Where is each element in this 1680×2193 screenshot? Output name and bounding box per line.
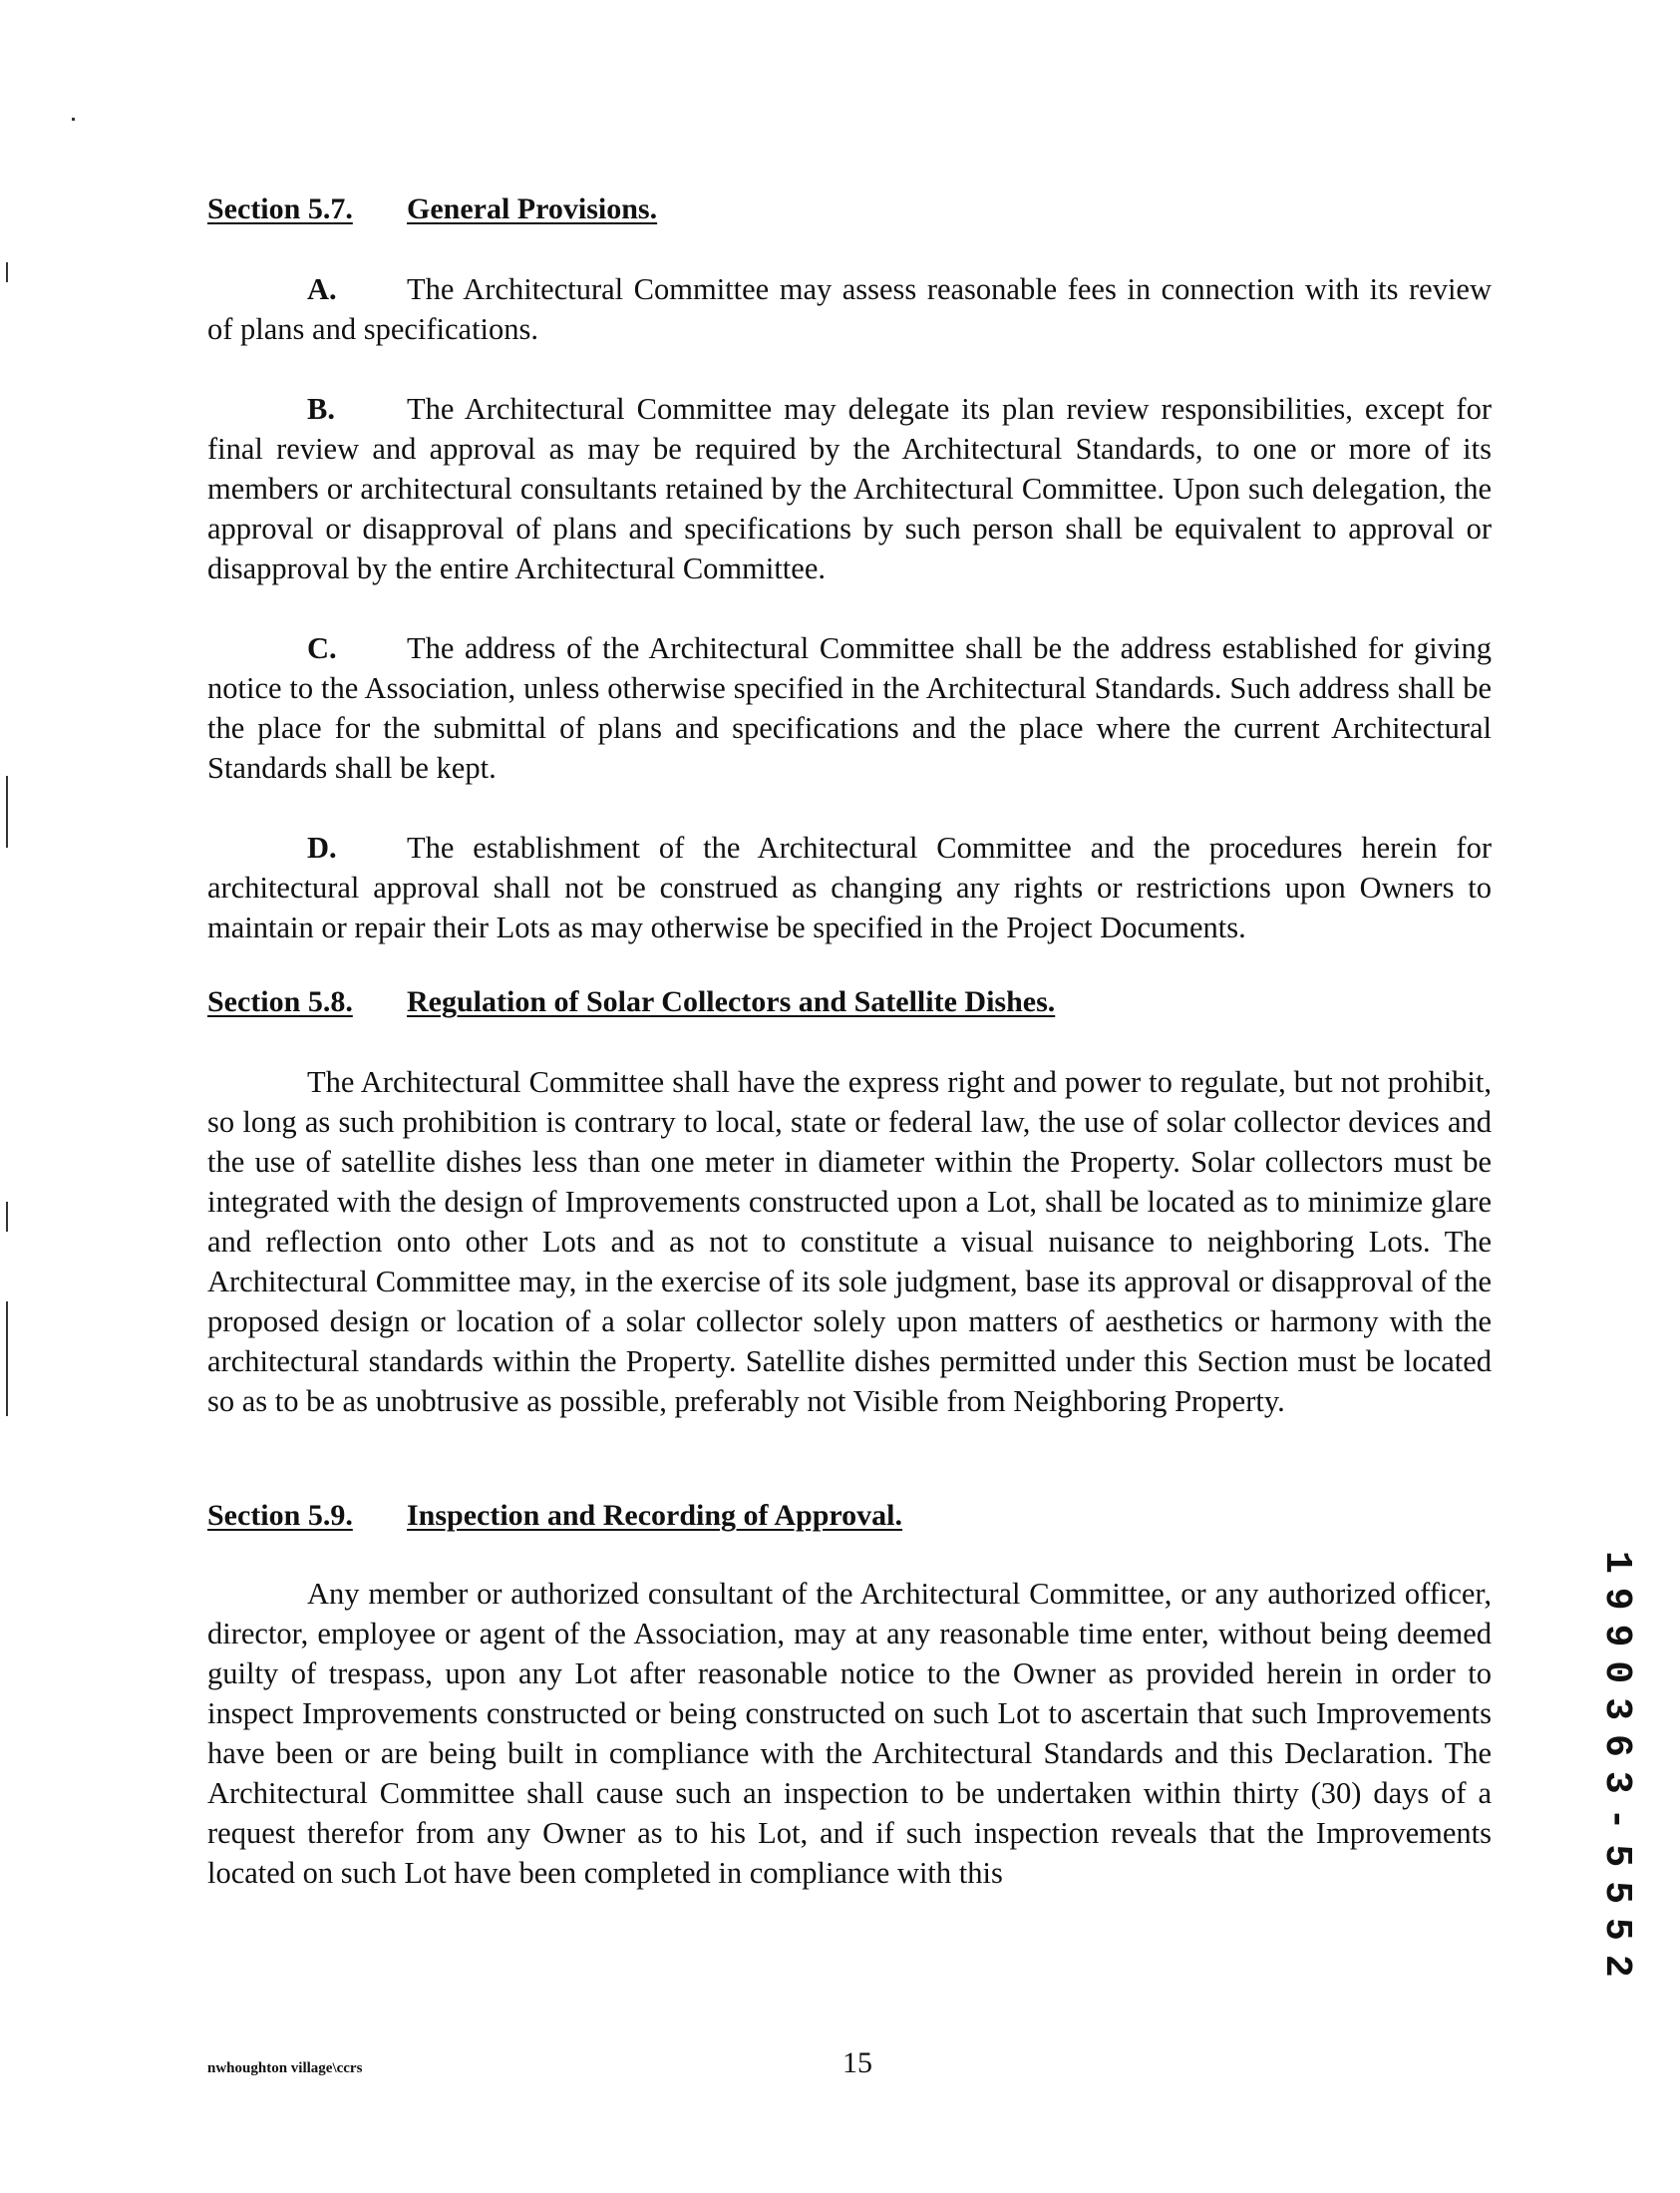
paragraph-b — [207, 389, 1492, 588]
solar-paragraph: The Architectural Committee shall have the express right and power to regulate, but not prohibit, so long as such prohibition is contrary to local, state or federal law, the use of solar collector devices and the use of satellite dishes less than one meter in diameter within the Property. Solar collectors must be integrated with the design of Improvements constructed upon a Lot, shall be located as to minimize glare and reflection onto other Lots and as not to constitute a visual nuisance to neighboring Lots. The Architectural Committee may, in the exercise of its sole judgment, base its approval or disapproval of the proposed design or location of a solar collector solely upon matters of aesthetics or harmony with the architectural standards within the Property. Satellite dishes permitted under this Section must be located so as to be as unobtrusive as possible, preferably not Visible from Neighboring Property. — [207, 1065, 1492, 1418]
section-title: Regulation of Solar Collectors and Satellite Dishes. — [407, 985, 1056, 1018]
paragraph-d — [207, 828, 1492, 947]
section-number: Section 5.9. — [207, 1499, 353, 1532]
scan-speck — [72, 118, 75, 121]
section-title: Inspection and Recording of Approval. — [407, 1499, 903, 1532]
scan-margin-mark — [6, 776, 8, 848]
paragraph-c — [207, 628, 1492, 788]
inspection-paragraph: Any member or authorized consultant of the Architectural Committee, or any authorized officer, director, employee or agent of the Association, may at any reasonable time enter, without being deemed guilty of trespass, upon any Lot after reasonable notice to the Owner as provided herein in order to inspect Improvements constructed or being constructed on such Lot to ascertain that such Improvements have been or are being built in compliance with the Architectural Standards and this Declaration. The Architectural Committee shall cause such an inspection to be undertaken within thirty (30) days of a request therefor from any Owner as to his Lot, and if such inspection reveals that the Improvements located on such Lot have been completed in compliance with this — [207, 1577, 1492, 1890]
paragraph-text: The establishment of the Architectural Committee and the procedures herein for architectural approval shall not be construed as changing any rights or restrictions upon Owners to maintain or repair their Lots as may otherwise be specified in the Project Documents. — [207, 831, 1492, 944]
paragraph-text: The Architectural Committee may assess reasonable fees in connection with its review of plans and specifications. — [207, 272, 1492, 346]
recording-number-stamp — [1595, 1551, 1638, 1992]
scan-margin-mark — [6, 262, 8, 282]
paragraph-label: C. — [307, 631, 337, 665]
section-number: Section 5.8. — [207, 985, 353, 1018]
section-5-8-heading — [207, 982, 1056, 1022]
recording-number: 1990363-5552 — [1595, 1551, 1638, 1992]
section-number: Section 5.7. — [207, 192, 353, 225]
section-5-7-heading — [207, 189, 658, 229]
section-5-9-heading — [207, 1496, 903, 1536]
scan-margin-mark — [6, 1301, 8, 1416]
paragraph-label: D. — [307, 831, 337, 865]
page-number: 15 — [842, 2046, 872, 2079]
paragraph-label: A. — [307, 272, 337, 306]
paragraph-a — [207, 269, 1492, 349]
paragraph-label: B. — [307, 392, 335, 426]
paragraph-text: The Architectural Committee may delegate its plan review responsibilities, except for final review and approval as may be required by the Architectural Standards, to one or more of its members or architectural consultants retained by the Architectural Committee. Upon such delegation, the approval or disapproval of plans and specifications by such person shall be equivalent to approval or disapproval by the entire Architectural Committee. — [207, 392, 1492, 585]
footer-file-path: nwhoughton village\ccrs — [207, 2060, 363, 2076]
paragraph-text: The address of the Architectural Committee shall be the address established for giving notice to the Association, unless otherwise specified in the Architectural Standards. Such address shall be the place for the submittal of plans and specifications and the place where the current Architectural Standards shall be kept. — [207, 631, 1492, 785]
scan-margin-mark — [6, 1202, 8, 1232]
section-title: General Provisions. — [407, 192, 658, 225]
